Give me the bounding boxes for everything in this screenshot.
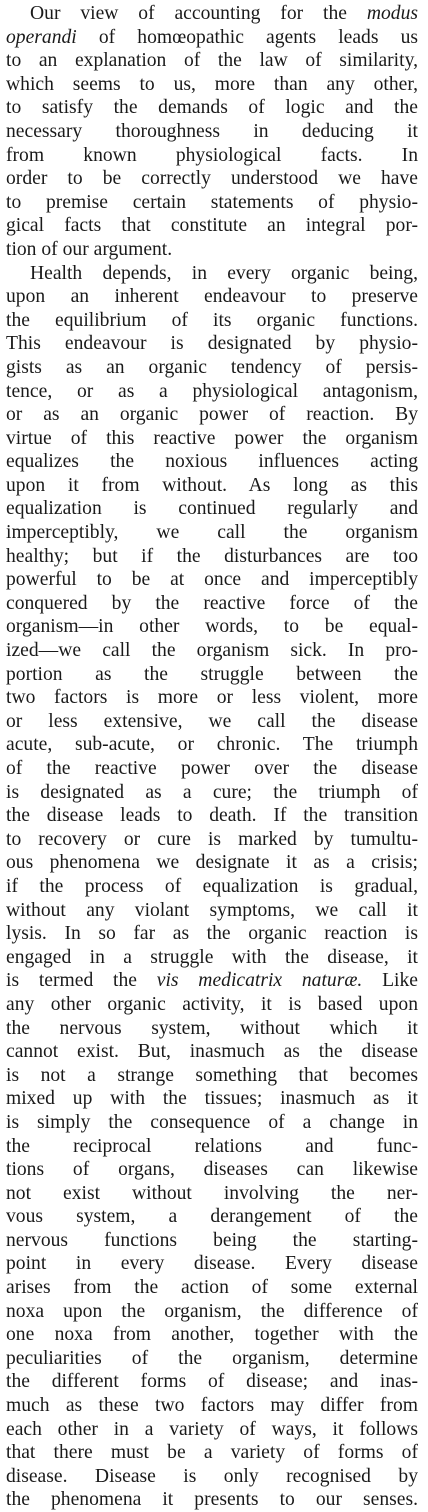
text-line <box>6 1158 418 1182</box>
text-line <box>6 474 418 498</box>
text-line <box>6 710 418 734</box>
text-span: necessary thoroughness in deducing it <box>6 120 418 142</box>
text-span: upon an inherent endeavour to preserve <box>6 286 418 308</box>
text-span: equalizes the noxious influences acting <box>6 451 418 473</box>
text-span: nervous functions being the starting- <box>6 1229 418 1251</box>
text-span: or as an organic power of reaction. By <box>6 404 418 426</box>
text-span: gists as an organic tendency of persis- <box>6 356 418 378</box>
article-text-column <box>6 2 418 1512</box>
text-span: each other in a variety of ways, it follows <box>6 1418 418 1440</box>
text-span: to recovery or cure is marked by tumultu- <box>6 828 418 850</box>
text-line <box>6 993 418 1017</box>
text-line <box>6 1300 418 1324</box>
text-line <box>6 262 418 286</box>
text-span: of the reactive power over the disease <box>6 758 418 779</box>
text-line <box>6 663 418 687</box>
text-span: imperceptibly, we call the organism <box>6 522 418 544</box>
text-span: is termed the <box>6 970 157 992</box>
text-line <box>6 1135 418 1159</box>
text-line <box>6 2 418 26</box>
text-line <box>6 167 418 191</box>
text-line <box>6 1229 418 1253</box>
text-span: the equilibrium of its organic functions. <box>6 309 418 331</box>
text-line <box>6 781 418 805</box>
text-span: Like <box>362 970 418 992</box>
text-line <box>6 380 418 404</box>
text-line <box>6 1040 418 1064</box>
text-span: the different forms of disease; and inas- <box>6 1371 418 1393</box>
text-line <box>6 521 418 545</box>
text-line <box>6 1488 418 1512</box>
text-span: conquered by the reactive force of the <box>6 592 418 614</box>
text-line <box>6 828 418 852</box>
text-span: healthy; but if the disturbances are too <box>6 545 418 567</box>
text-line <box>6 403 418 427</box>
text-line <box>6 615 418 639</box>
text-span: upon it from without. As long as this <box>6 474 418 496</box>
text-line <box>6 1182 418 1206</box>
text-line <box>6 238 418 262</box>
text-line <box>6 214 418 238</box>
text-span: portion as the struggle between the <box>6 663 418 685</box>
text-line <box>6 1394 418 1418</box>
text-line <box>6 1087 418 1111</box>
text-span: is simply the consequence of a change in <box>6 1111 418 1133</box>
text-span: to premise certain statements of physio- <box>6 191 418 213</box>
text-line <box>6 1347 418 1371</box>
text-line <box>6 757 418 781</box>
text-line <box>6 1064 418 1088</box>
article-paragraph <box>6 262 418 1512</box>
text-span: disease. Disease is only recognised by <box>6 1465 418 1487</box>
text-line <box>6 96 418 120</box>
text-span: tion of our argument. <box>6 238 173 260</box>
text-span: ized—we call the organism sick. In pro- <box>6 640 418 662</box>
text-line <box>6 144 418 168</box>
text-line <box>6 804 418 828</box>
text-line <box>6 592 418 616</box>
text-span: the nervous system, without which it <box>6 1017 418 1039</box>
text-span: tions of organs, diseases can likewise <box>6 1159 418 1181</box>
article-paragraph <box>6 2 418 262</box>
text-span: acute, sub-acute, or chronic. The triumph <box>6 734 418 756</box>
text-span: one noxa from another, together with the <box>6 1324 418 1346</box>
text-line <box>6 427 418 451</box>
text-span: virtue of this reactive power the organism <box>6 427 418 449</box>
text-line <box>6 309 418 333</box>
text-span: the disease leads to death. If the transition <box>6 805 418 827</box>
text-span: which seems to us, more than any other, <box>6 73 418 95</box>
italic-text-span: modus <box>366 3 418 24</box>
text-span: peculiarities of the organism, determine <box>6 1347 418 1369</box>
text-line <box>6 1252 418 1276</box>
text-span: if the process of equalization is gradual, <box>6 875 418 897</box>
text-line <box>6 851 418 875</box>
text-line <box>6 946 418 970</box>
text-span: Health depends, in every organic being, <box>30 262 418 284</box>
text-span: gical facts that constitute an integral por- <box>6 215 418 237</box>
text-line <box>6 191 418 215</box>
text-span: Our view of accounting for the <box>30 3 367 24</box>
text-span: noxa upon the organism, the difference of <box>6 1300 418 1322</box>
text-span: order to be correctly understood we have <box>6 168 418 190</box>
text-span: the reciprocal relations and func- <box>6 1135 418 1157</box>
text-span: This endeavour is designated by physio- <box>6 333 418 355</box>
text-span: powerful to be at once and imperceptibly <box>6 569 418 591</box>
text-line <box>6 49 418 73</box>
text-span: not exist without involving the ner- <box>6 1182 418 1204</box>
text-span: is not a strange something that becomes <box>6 1064 418 1086</box>
text-span: to an explanation of the law of similarity, <box>6 50 418 72</box>
text-line <box>6 875 418 899</box>
text-span: lysis. In so far as the organic reaction is <box>6 923 418 945</box>
text-span: of homœopathic agents leads us <box>76 26 418 48</box>
text-span: much as these two factors may differ from <box>6 1395 418 1417</box>
text-span: cannot exist. But, inasmuch as the disease <box>6 1041 418 1063</box>
text-span: or less extensive, we call the disease <box>6 710 418 732</box>
text-line <box>6 73 418 97</box>
text-line <box>6 568 418 592</box>
text-span: vous system, a derangement of the <box>6 1206 418 1228</box>
text-span: equalization is continued regularly and <box>6 498 418 520</box>
italic-text-span: operandi <box>6 26 77 48</box>
text-line <box>6 1017 418 1041</box>
text-line <box>6 922 418 946</box>
text-line <box>6 1370 418 1394</box>
text-span: engaged in a struggle with the disease, it <box>6 946 418 968</box>
text-line <box>6 969 418 993</box>
text-span: two factors is more or less violent, more <box>6 687 418 709</box>
text-span: the phenomena it presents to our senses. <box>6 1489 418 1511</box>
text-span: to satisfy the demands of logic and the <box>6 97 418 119</box>
text-line <box>6 1441 418 1465</box>
text-line <box>6 1276 418 1300</box>
text-line <box>6 1111 418 1135</box>
text-line <box>6 285 418 309</box>
text-line <box>6 1323 418 1347</box>
text-line <box>6 332 418 356</box>
text-line <box>6 1465 418 1489</box>
text-span: arises from the action of some external <box>6 1277 418 1299</box>
text-line <box>6 450 418 474</box>
text-line <box>6 733 418 757</box>
text-line <box>6 26 418 50</box>
text-line <box>6 1418 418 1442</box>
text-line <box>6 899 418 923</box>
italic-text-span: vis medicatrix naturæ. <box>156 970 363 992</box>
text-span: without any violant symptoms, we call it <box>6 899 418 921</box>
text-span: ous phenomena we designate it as a crisis; <box>6 852 418 874</box>
text-line <box>6 497 418 521</box>
text-span: is designated as a cure; the triumph of <box>6 781 418 803</box>
text-span: from known physiological facts. In <box>6 144 418 166</box>
text-span: any other organic activity, it is based upon <box>6 993 418 1015</box>
text-line <box>6 120 418 144</box>
text-span: tence, or as a physiological antagonism, <box>6 380 418 402</box>
text-line <box>6 686 418 710</box>
text-line <box>6 1205 418 1229</box>
text-line <box>6 545 418 569</box>
text-line <box>6 356 418 380</box>
text-span: mixed up with the tissues; inasmuch as it <box>6 1088 418 1110</box>
text-line <box>6 639 418 663</box>
text-span: that there must be a variety of forms of <box>6 1442 418 1464</box>
text-span: point in every disease. Every disease <box>6 1253 418 1275</box>
text-span: organism—in other words, to be equal- <box>6 616 418 638</box>
